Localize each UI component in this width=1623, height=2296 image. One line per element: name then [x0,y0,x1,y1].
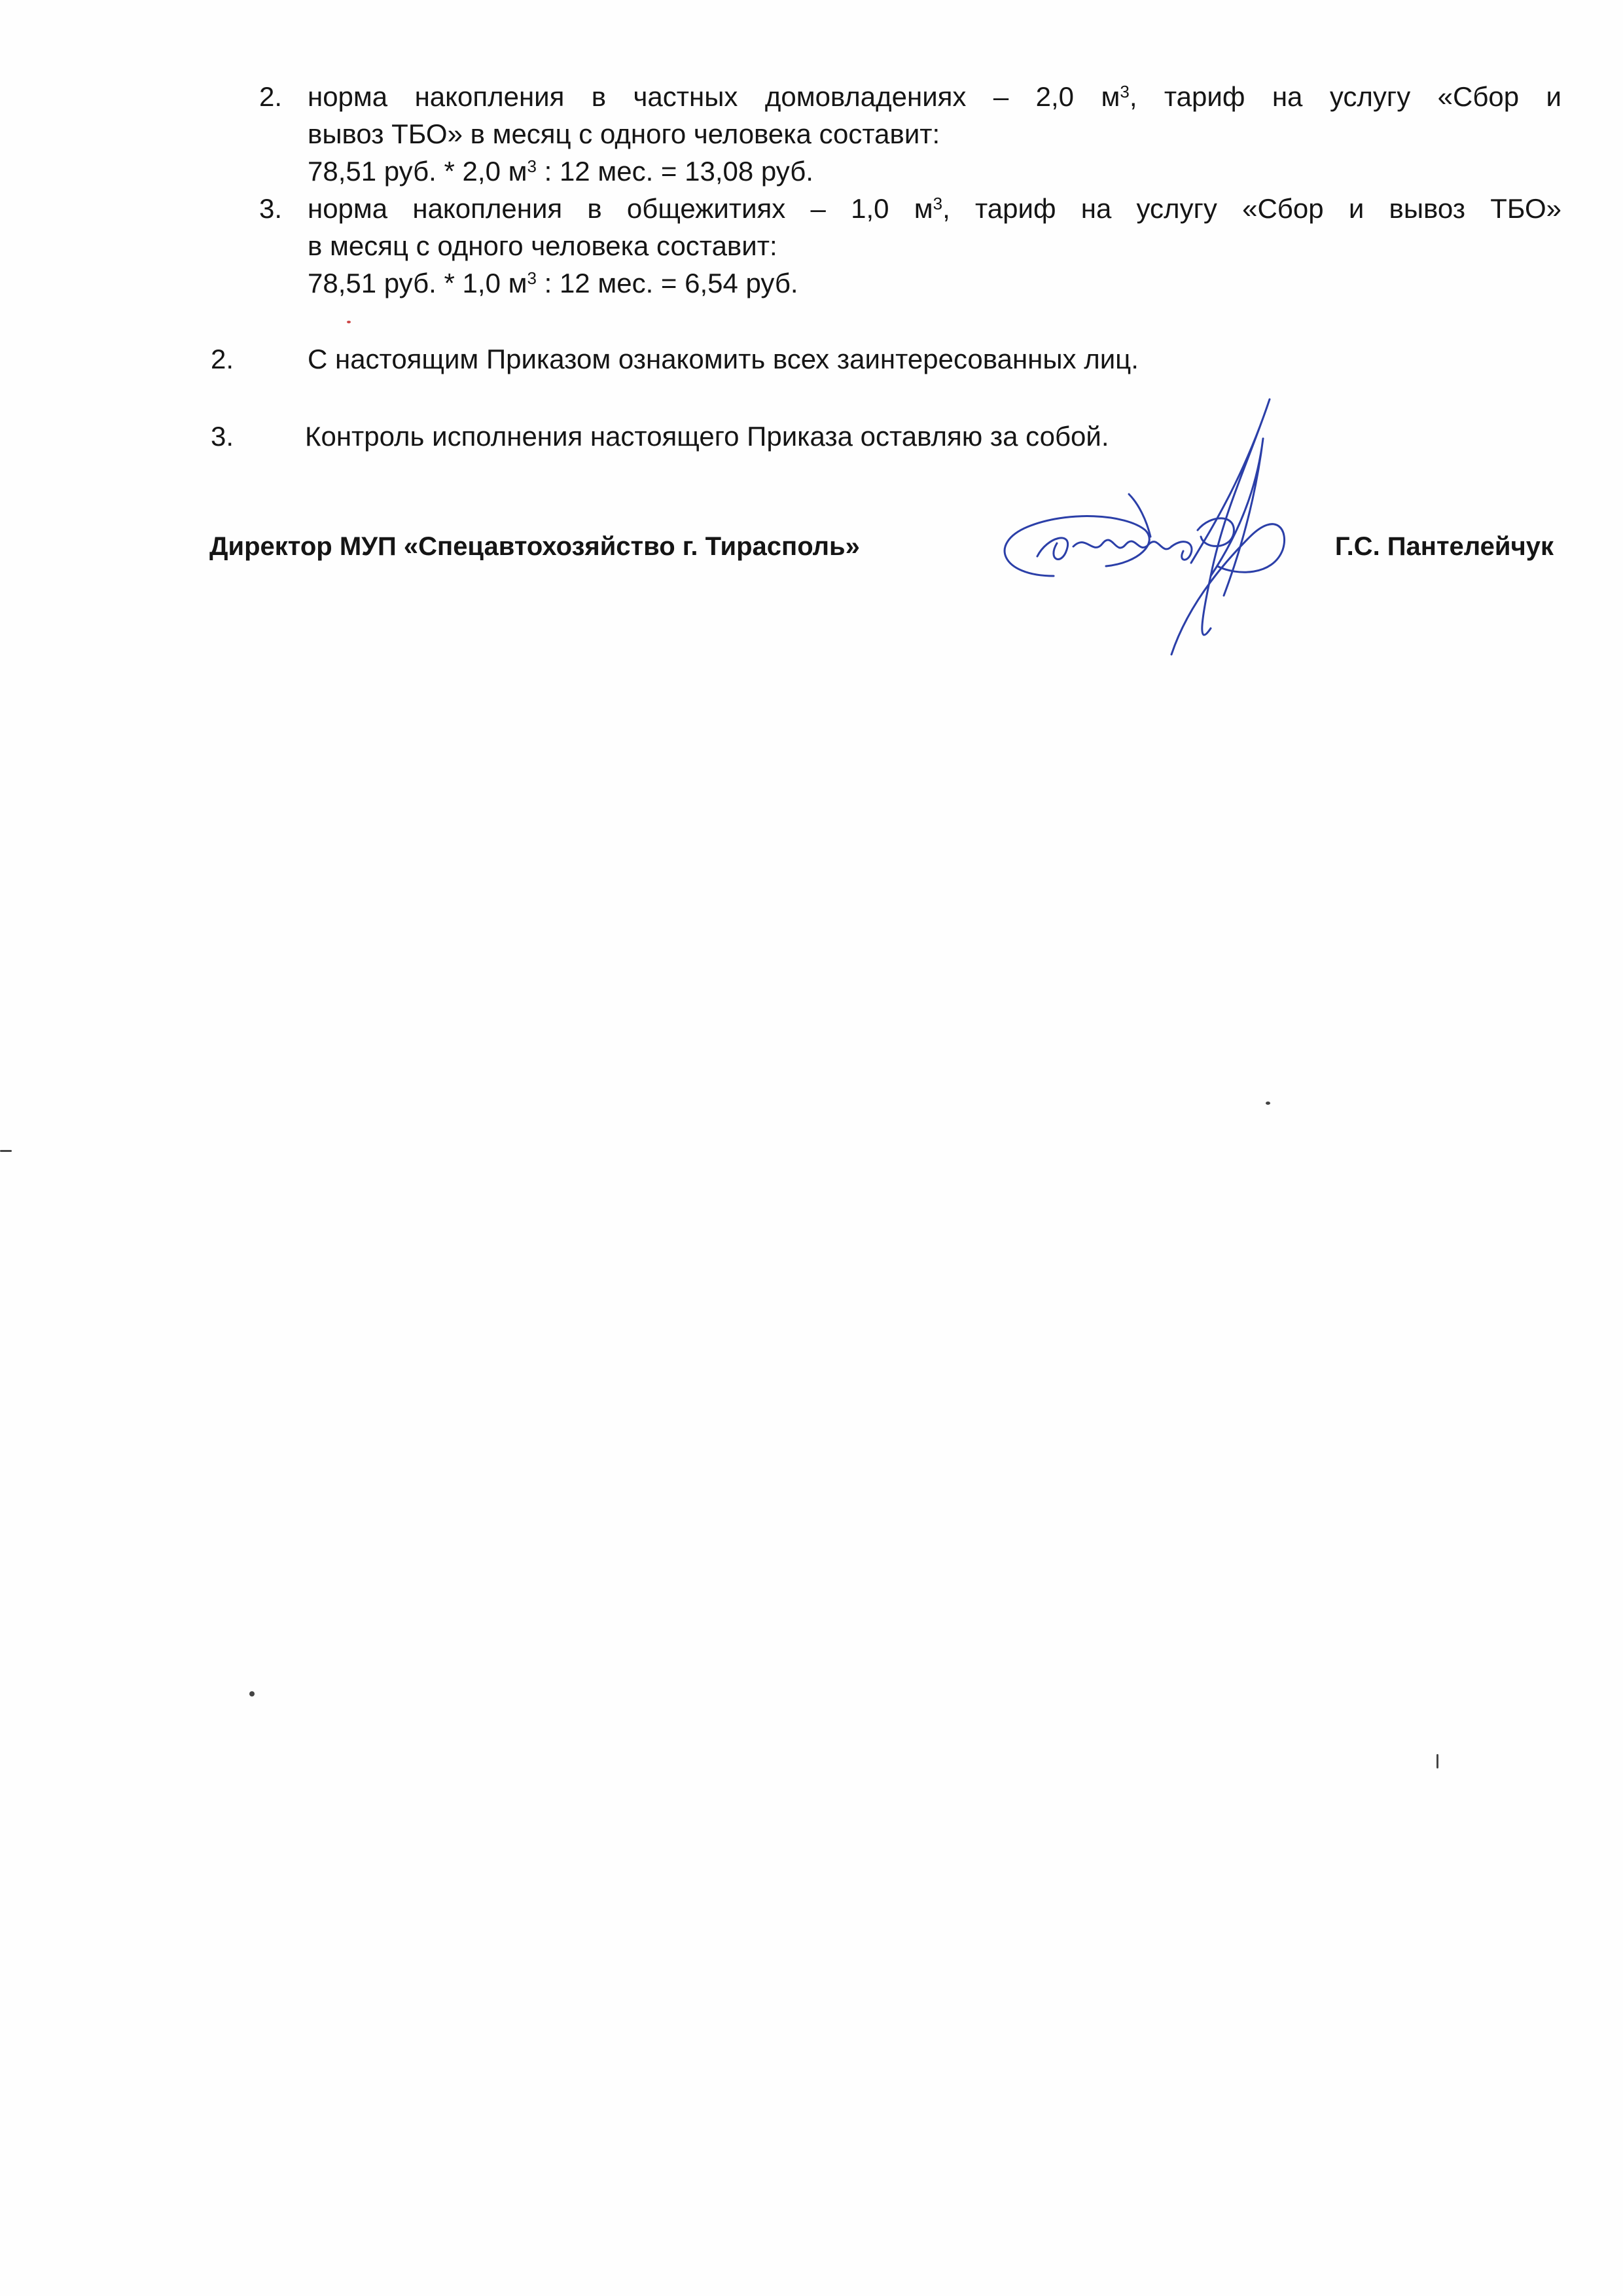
sublist-item-2-line1: норма накопления в частных домовладениях – 2,0 $м^3$, тариф на услугу «Сбор и [308,81,1561,112]
signatory-name: Г.С. Пантелейчук [1334,532,1554,561]
point-number-3: 3. [211,421,234,452]
point-text-3: Контроль исполнения настоящего Приказа оставляю за собой. [305,421,1109,452]
point-text-2: С настоящим Приказом ознакомить всех заинтересованных лиц. [308,344,1139,374]
sublist-item-3-line2: в месяц с одного человека составит: [308,230,777,261]
point-number-2: 2. [211,344,234,374]
signatory-position: Директор МУП «Спецавтохозяйство г. Тирасполь» [209,532,860,561]
scan-speck [1266,1102,1270,1105]
sublist-number-2: 2. [259,81,283,112]
scan-speck [347,321,351,323]
scan-speck [1436,1754,1438,1768]
scan-speck [249,1691,255,1696]
sublist-number-3: 3. [259,193,283,224]
scan-speck [0,1150,12,1152]
sublist-item-2-formula: 78,51 руб. * 2,0 $м^3$ : 12 мес. = 13,08 руб. [308,156,813,187]
handwritten-signature [975,380,1315,668]
sublist-item-3-formula: 78,51 руб. * 1,0 $м^3$ : 12 мес. = 6,54 руб. [308,268,798,298]
sublist-item-3-line1: норма накопления в общежитиях – 1,0 $м^3$, тариф на услугу «Сбор и вывоз ТБО» [308,193,1562,224]
sublist-item-2-line2: вывоз ТБО» в месяц с одного человека составит: [308,118,940,149]
